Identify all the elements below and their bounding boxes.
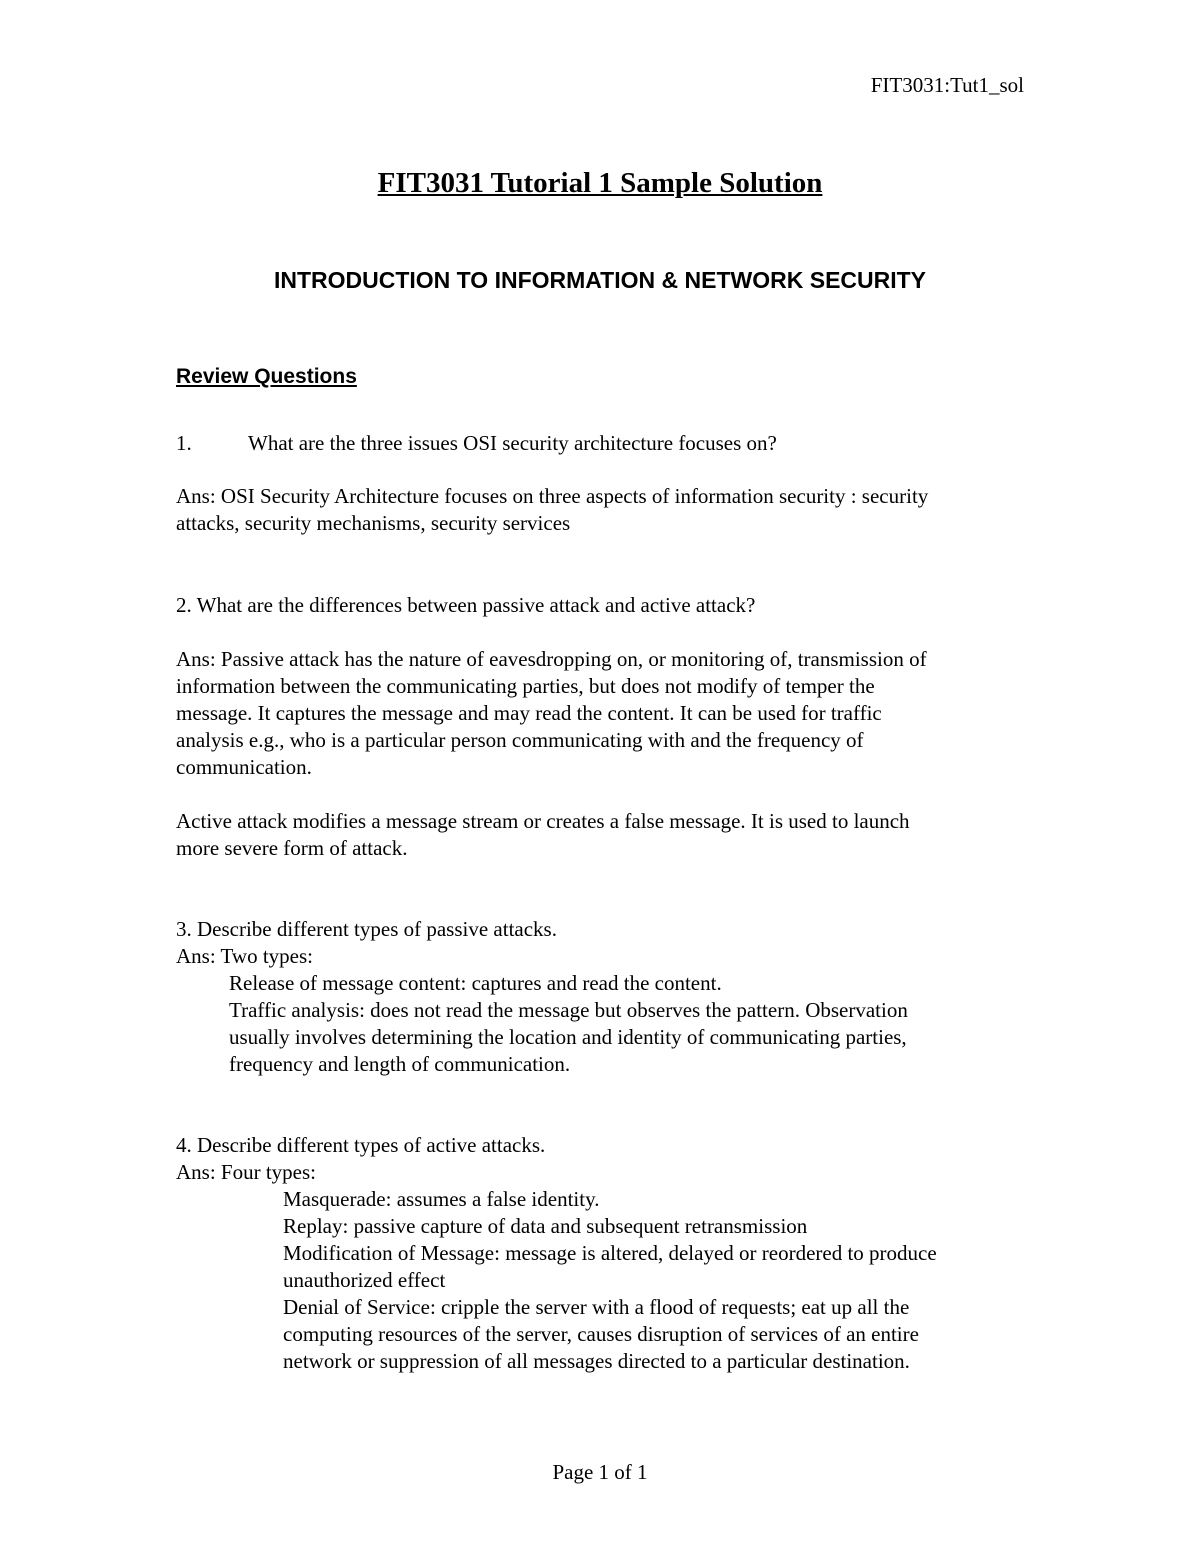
list-item: frequency and length of communication. <box>229 1052 571 1076</box>
list-item: Replay: passive capture of data and subsequent retransmission <box>283 1214 808 1238</box>
answer-2-passive <box>176 646 1036 781</box>
answer-line: analysis e.g., who is a particular person communicating with and the frequency of <box>176 728 864 752</box>
answer-line: information between the communicating parties, but does not modify of temper the <box>176 674 875 698</box>
question-4-text: 4. Describe different types of active attacks. <box>176 1133 546 1157</box>
answer-4-intro: Ans: Four types: <box>176 1160 317 1184</box>
answer-line: Ans: Passive attack has the nature of eavesdropping on, or monitoring of, transmission of <box>176 647 927 671</box>
page-subtitle: INTRODUCTION TO INFORMATION & NETWORK SECURITY <box>273 267 927 293</box>
page-title: FIT3031 Tutorial 1 Sample Solution <box>377 167 823 199</box>
question-1-text: What are the three issues OSI security architecture focuses on? <box>248 431 777 455</box>
answer-line: attacks, security mechanisms, security services <box>176 511 571 535</box>
question-2-text: 2. What are the differences between passive attack and active attack? <box>176 593 756 617</box>
list-item: network or suppression of all messages directed to a particular destination. <box>283 1349 910 1373</box>
question-4 <box>176 1132 1036 1375</box>
question-2 <box>176 592 1036 619</box>
list-item: Denial of Service: cripple the server with a flood of requests; eat up all the <box>283 1295 910 1319</box>
answer-line: message. It captures the message and may read the content. It can be used for traffic <box>176 701 882 725</box>
question-3-text: 3. Describe different types of passive attacks. <box>176 917 557 941</box>
list-item: computing resources of the server, causes disruption of services of an entire <box>283 1322 919 1346</box>
list-item: Modification of Message: message is altered, delayed or reordered to produce <box>283 1241 937 1265</box>
question-1 <box>176 430 1036 457</box>
list-item: usually involves determining the location and identity of communicating parties, <box>229 1025 907 1049</box>
header-doc-code: FIT3031:Tut1_sol <box>870 73 1024 97</box>
answer-1 <box>176 483 1036 537</box>
list-item: Release of message content: captures and read the content. <box>229 971 722 995</box>
question-1-number: 1. <box>176 431 192 455</box>
answer-2-active <box>176 808 1036 862</box>
answer-line: Ans: OSI Security Architecture focuses on three aspects of information security : security <box>176 484 929 508</box>
page-footer: Page 1 of 1 <box>552 1460 648 1484</box>
answer-line: Active attack modifies a message stream or creates a false message. It is used to launch <box>176 809 910 833</box>
list-item: Masquerade: assumes a false identity. <box>283 1187 600 1211</box>
list-item: unauthorized effect <box>283 1268 446 1292</box>
question-3 <box>176 916 1036 1078</box>
section-heading-review-questions: Review Questions <box>176 365 357 388</box>
answer-3-intro: Ans: Two types: <box>176 944 313 968</box>
answer-line: communication. <box>176 755 312 779</box>
list-item: Traffic analysis: does not read the message but observes the pattern. Observation <box>229 998 908 1022</box>
answer-line: more severe form of attack. <box>176 836 408 860</box>
